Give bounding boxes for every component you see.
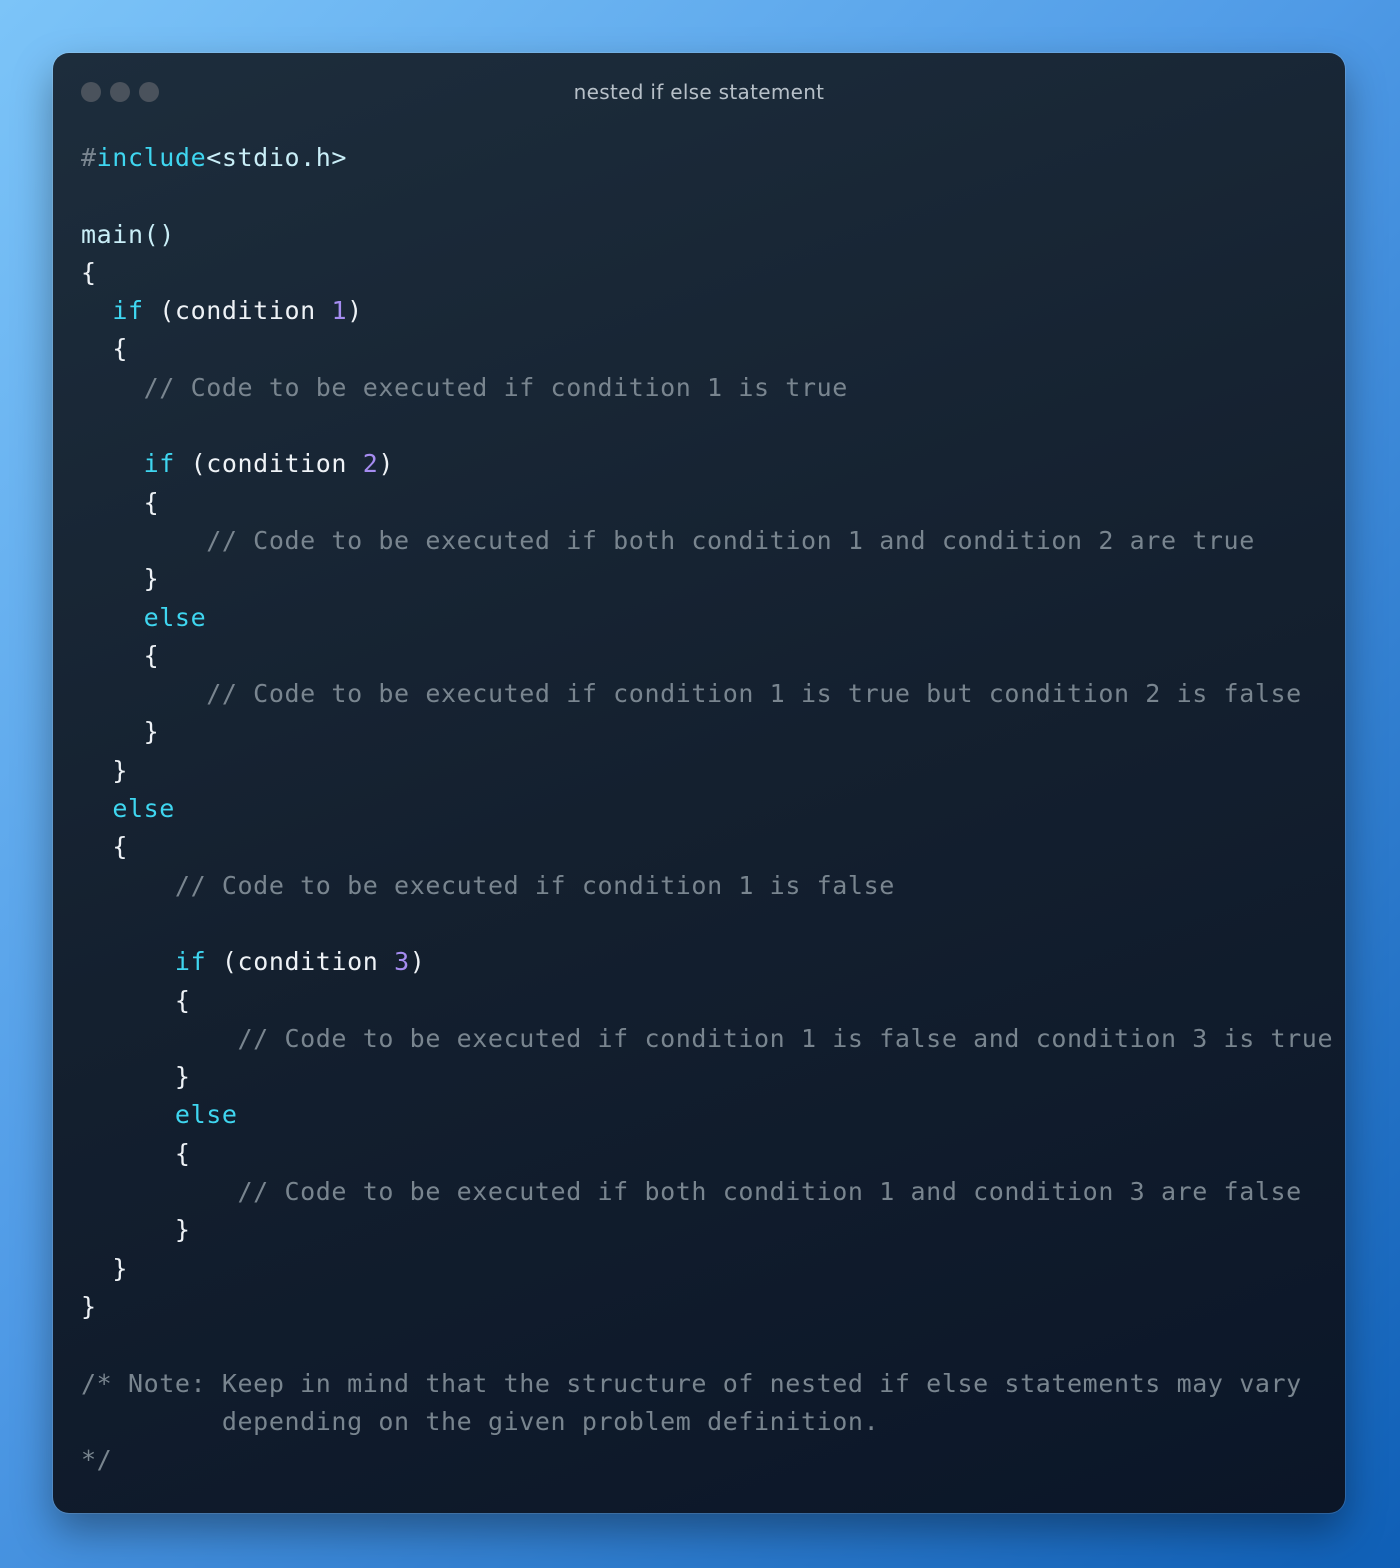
code-line-9: if (condition 2) [143,449,395,479]
code-line-11: // Code to be executed if both condition 1 and condition 2 are true [206,525,1255,555]
code-line-26: else [174,1100,238,1130]
code-line-22: if (condition 3) [174,947,426,977]
code-line-23: { [174,985,191,1015]
code-line-5: if (condition 1) [112,296,363,326]
code-window [53,53,1345,1513]
code-line-29: } [174,1215,191,1245]
code-line-25: } [174,1062,191,1092]
code-line-24: // Code to be executed if condition 1 is false and condition 3 is true [237,1023,1334,1053]
code-line-1: #include<stdio.h> [81,143,348,172]
window-title: nested if else statement [573,80,825,104]
code-line-30: } [112,1253,128,1283]
code-line-28: // Code to be executed if both condition 1 and condition 3 are false [237,1177,1302,1207]
code-line-31: } [81,1291,97,1321]
code-line-18: else [112,794,175,824]
code-line-19: { [112,832,128,862]
code-line-34: depending on the given problem definition. [221,1406,880,1436]
code-line-27: { [174,1138,191,1168]
code-line-33: /* Note: Keep in mind that the structure of nested if else statements may vary [81,1368,1302,1398]
code-line-10: { [143,487,160,517]
code-line-8 [81,407,1325,445]
code-line-13: else [143,602,207,632]
code-line-12: } [143,564,160,594]
code-line-21 [81,905,1325,943]
code-line-7: // Code to be executed if condition 1 is true [143,372,848,402]
code-line-32 [81,1326,1325,1364]
code-line-20: // Code to be executed if condition 1 is false [174,870,895,900]
code-line-35: */ [81,1445,113,1475]
code-line-15: // Code to be executed if condition 1 is true but condition 2 is false [206,679,1302,709]
title-bar [53,53,1345,131]
code-line-16: } [143,717,160,747]
code-line-17: } [112,755,128,785]
code-line-14: { [143,640,160,670]
code-block[interactable] [81,139,1334,1479]
code-line-6: { [112,334,128,364]
code-line-3: main() [81,219,175,249]
code-line-4: { [81,257,97,287]
code-line-2 [81,177,1325,215]
